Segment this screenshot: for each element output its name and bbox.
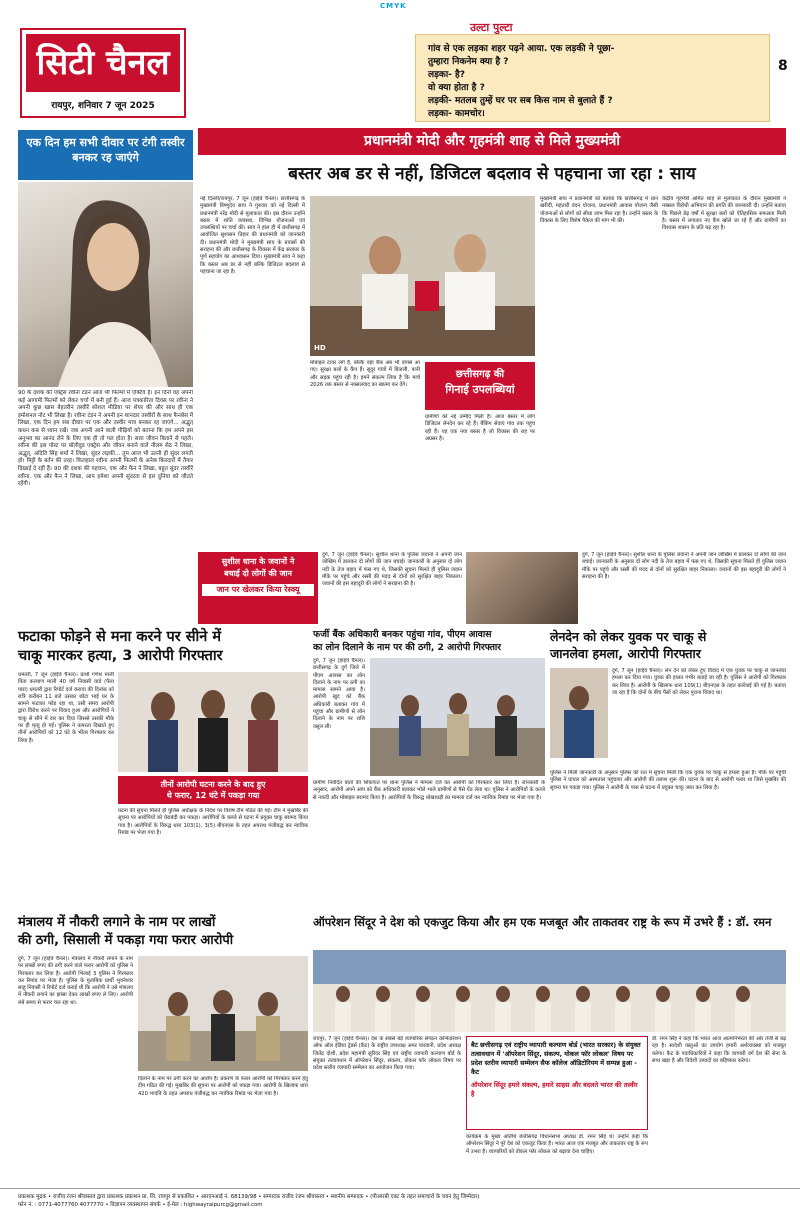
lead-headline: बस्तर अब डर से नहीं, डिजिटल बदलाव से पहचाना जा रहा : साय [288, 164, 696, 184]
story3-headline-2: जानलेवा हमला, आरोपी गिरफ्तार [550, 646, 701, 661]
story4-body-2: दिलाने के नाम पर ठगी करने का आरोप है। प्रकरण के फरार आरोपी को गिरफ्तार करने हेतु टीम गठित की गई। मुखबिर की सूचना पर आरोपी को पकड़ा गया। आरोपी के खिलाफ धारा 420 भादवि के तहत अपराध पंजीबद्ध कर न्यायिक रिमांड पर भेजा गया है। [138, 1076, 308, 1097]
joke-line: वो क्या होता है ? [428, 83, 485, 93]
sushil-kicker [198, 552, 318, 624]
joke-line: तुम्हारा निकनेम क्या है ? [428, 57, 509, 67]
photo-label: HD [314, 344, 326, 352]
story5-headline: ऑपरेशन सिंदूर ने देश को एकजुट किया और हम एक मजबूत और ताकतवर राष्ट्र के रूप में उभरे हैं : डॉ. रमन [313, 915, 772, 929]
story4-headline-2: की ठगी, सिसाली में पकड़ा गया फरार आरोपी [18, 933, 234, 948]
story5-quote-2: ऑपरेशन सिंदूर हमारे संकल्प, हमारे साहस और बदलते भारत की तस्वीर है [471, 1081, 638, 1098]
story3-body: दुर्ग, 7 जून (हाईवे चैनल)। लेन देन को लेकर हुए विवाद में एक युवक पर चाकू से जानलेवा हमला कर दिया गया। युवक की हालत गंभीर बताई जा रही है। पुलिस ने आरोपी को गिरफ्तार कर लिया है। आरोपी के खिलाफ धारा 109(1) बीएनएस के तहत कार्रवाई की गई है। बताया जा रहा है कि दोनों के बीच पैसों को लेकर पुराना विवाद था। [612, 668, 786, 696]
story2-headline [313, 628, 545, 654]
story2-headline-1: फर्जी बैंक अधिकारी बनकर पहुंचा गांव, पीएम आवास [313, 629, 492, 640]
joke-line: लड़की- मतलब तुम्हें घर पर सब किस नाम से बुलाते हैं ? [428, 96, 613, 106]
story5-body-2: कार्यक्रम के मुख्य अतिथि छत्तीसगढ़ विधानसभा अध्यक्ष डॉ. रमन सिंह थे। उन्होंने कहा कि ऑपरेशन सिंदूर ने पूरे देश को एकजुट किया है। भारत आज एक मजबूत और ताकतवर राष्ट्र के रूप में उभरा है। व्यापारियों को वोकल फॉर लोकल को बढ़ावा देना चाहिए। [466, 1134, 648, 1155]
lead-photo [310, 196, 535, 356]
lead-col5: केंद्रीय गृहमंत्री अमित शाह से मुलाकात के दौरान मुख्यमंत्री ने नक्सल विरोधी अभियान की प्रगति की जानकारी दी। उन्होंने बताया कि पिछले डेढ़ वर्षों में सुरक्षा बलों को ऐतिहासिक सफलता मिली है। बस्तर में लगातार नए कैंप खोले जा रहे हैं और ग्रामीणों का विश्वास शासन के प्रति बढ़ रहा है। [662, 196, 786, 232]
story4-headline [18, 914, 308, 950]
story3-body-2: पुलिस ने मिली जानकारी के अनुसार पुलिस को रात में सूचना मिली कि एक युवक पर चाकू से हमला हुआ है। मौके पर पहुंची पुलिस ने घायल को अस्पताल पहुंचाया और आरोपी की तलाश शुरू की। घटना के बाद से आरोपी फरार था जिसे मुखबिर की सूचना पर पकड़ा गया। पुलिस ने आरोपी के पास से घटना में प्रयुक्त चाकू जब्त कर लिया है। [550, 770, 786, 791]
lead-col2: मोबाइल टावर लगे हैं, बल्कि वहां बैंक अब भी वापस आ गए। सुरक्षा बलों के कैंप हैं। सुदूर गांवों में बिजली, पानी और सड़क पहुंच रही है। हमने संकल्प लिया है कि मार्च 2026 तक बस्तर से नक्सलवाद का खात्मा कर देंगे। [310, 360, 420, 388]
conference-stage-photo-icon [313, 950, 786, 1032]
story5-quote: बैट छत्तीसगढ़ एवं राष्ट्रीय व्यापारी कल्याण बोर्ड (भारत सरकार) के संयुक्त तत्वावधान में 'ऑपरेशन सिंदूर, संकल्प, योकल फॉर लोकल' विषय पर प्रदेश स्तरीय व्यापारी सम्मेलन सैफ कॉलेज ऑडिटोरियम में सम्पन्न हुआ - कैट [471, 1041, 641, 1076]
story5-body-3: डॉ. रमन सिंह ने कहा कि भारत आज आत्मनिर्भरता की ओर तेजी से बढ़ रहा है। स्वदेशी वस्तुओं का उपयोग हमारी अर्थव्यवस्था को मजबूत करेगा। कैट के पदाधिकारियों ने कहा कि व्यापारी वर्ग देश की सेना के साथ खड़ा है और विदेशी उत्पादों का बहिष्कार करेगा। [652, 1036, 786, 1064]
story1-body-2: घटना की सूचना मिलते ही पुलिस अधीक्षक के निर्देश पर विशेष टीम गठित की गई। टीम ने मुखबिर की सूचना पर आरोपियों को घेराबंदी कर पकड़ा। आरोपियों के कब्जे से घटना में प्रयुक्त चाकू बरामद किया गया है। आरोपियों के विरुद्ध धारा 103(1), 3(5) बीएनएस के तहत अपराध पंजीबद्ध कर न्यायिक रिमांड पर भेजा गया है। [118, 808, 308, 836]
raveena-body: 90 के दशक की एक्ट्रेस रवीना टंडन आज भी फिल्मों में एक्टिव हैं। इन दिनों वह अपनी कई आगामी फिल्मों को लेकर चर्चा में बनी हुई हैं। आज पत्रकारिता दिवस पर रवीना ने अपनी कुछ खास बेहतरीन तस्वीरें सोशल मीडिया पर शेयर की और साथ ही एक इमोशनल नोट भी लिखा है। रवीना टंडन ने अपनी इन शानदार तस्वीरों के साथ फैनबेस में लिखा, एक दिन हम सब दीवार पर एक और तस्वीर मात्र बनकर रह जाएंगे... अद्भुत् कथन कब से ध्यान रखें। जब अपनी आने वाली पीढ़ियों को बताना कि हम अपने इस अनुभव का आनंद लेने के लिए एक ही तो पल होता है। सारा जीवन बिताने से पहले। रवीना की इस पोस्ट पर बॉलीवुड एक्ट्रेस और जीवन बनाने वाले नीलम सेठ ने लिखा, अद्भुत्, अदिति सिंह शर्मा ने लिखा, सुंदर लड़की... तुम आज भी उतनी ही सुंदर लगती हो। मिट्टी के बर्तन की तरह। फिलहाल रवीना अपनी फिल्मों के अनेक किरदारों में तैयार दिखाई दे रहीं हैं। 90 की दशक की पहचान, एक और फैन ने लिखा, बहुत सुंदर तस्वीरें रवीना, एक और फैन ने लिखा, आप हमेशा अपनी सुंदरता से इस दुनिया को जीतते रहेंगी। [18, 390, 193, 488]
story2-body: दुर्ग, 7 जून (हाईवे चैनल)। छत्तीसगढ़ के दुर्ग जिले में पीएम आवास का लोन दिलाने के नाम पर ठगी का मामला सामने आया है। आरोपी खुद को बैंक अधिकारी बताकर गांव में पहुंचा और ग्रामीणों से लोन दिलाने के नाम पर राशि वसूल ली। [313, 658, 365, 730]
arrested-persons-icon [118, 672, 308, 772]
story1-subhead [118, 776, 308, 804]
banner-text: प्रधानमंत्री मोदी और गृहमंत्री शाह से मिले मुख्यमंत्री [364, 133, 620, 149]
footer [0, 1188, 800, 1225]
joke-line: गांव से एक लड़का शहर पढ़ने आया. एक लड़की ने पूछा- [428, 44, 615, 54]
raveena-headline-box [18, 130, 193, 180]
sushil-kicker-2: बचाई दो लोगों की जान [224, 569, 292, 578]
sushil-body: दुर्ग, 7 जून (हाईवे चैनल)। सुशील थाना के पुलिस जवानों ने अपनी जान जोखिम में डालकर दो लोगों की जान बचाई। जानकारी के अनुसार दो लोग नदी के तेज बहाव में फंस गए थे, जिसकी सूचना मिलते ही पुलिस जवान मौके पर पहुंचे और रस्सी की मदद से दोनों को सुरक्षित बाहर निकाला। जवानों की इस बहादुरी की लोगों ने सराहना की है। [322, 552, 462, 588]
accused-photo-icon [550, 668, 608, 758]
story5-body: रायपुर, 7 जून (हाईवे चैनल)। देश के सबसे बड़े व्यापारिक संगठन कॉन्फेडरेशन ऑफ ऑल इंडिया ट्रेडर्स (कैट) के राष्ट्रीय उपाध्यक्ष अमर पारवानी, प्रदेश अध्यक्ष जितेंद्र दोशी, प्रदेश महामंत्री सुरिंदर सिंह एवं राष्ट्रीय व्यापारी कल्याण बोर्ड के संयुक्त तत्वावधान में ऑपरेशन सिंदूर, संकल्प, वोकल फॉर लोकल विषय पर प्रदेश स्तरीय व्यापारी सम्मेलन का आयोजन किया गया। [313, 1036, 461, 1072]
lead-sidebar-title [425, 362, 535, 410]
lead-col1: नई दिल्ली/रायपुर, 7 जून (हाईवे चैनल)। छत्तीसगढ़ के मुख्यमंत्री विष्णुदेव साय ने गुरुवार को नई दिल्ली में प्रधानमंत्री नरेंद्र मोदी से मुलाकात की। इस दौरान उन्होंने बस्तर में शांति व्यवस्था, विभिन्न योजनाओं एवं उपलब्धियों पर चर्चा की। साय ने हाल ही में छत्तीसगढ़ में आयोजित सुशासन तिहार की प्रधानमंत्री को जानकारी दी। प्रधानमंत्री मोदी ने मुख्यमंत्री साय के प्रयासों की सराहना की और छत्तीसगढ़ के विकास में केंद्र सरकार के पूर्ण सहयोग का आश्वासन दिया। मुख्यमंत्री साय ने कहा कि बस्तर अब डर से नहीं बल्कि डिजिटल बदलाव से पहचाना जा रहा है। [200, 196, 305, 275]
story1-photo [118, 672, 308, 772]
story4-photo [138, 956, 308, 1071]
masthead-box [20, 28, 186, 118]
story4-body: दुर्ग, 7 जून (हाईवे चैनल)। मंत्रालय में नौकरी लगाने के नाम पर लाखों रुपए की ठगी करने वाले फरार आरोपी को पुलिस ने गिरफ्तार कर लिया है। आरोपी भिलाई 3 पुलिस ने गिरफ्तार कर रिमांड पर भेजा है। पुलिस के मुताबिक प्रार्थी भुवनेश्वर साहू निवासी ने रिपोर्ट दर्ज कराई थी कि आरोपी ने उसे मंत्रालय में नौकरी लगाने का झांसा देकर लाखों रुपए ले लिए। आरोपी लंबे समय से फरार चल रहा था। [18, 956, 133, 1006]
story1-headline-2: चाकू मारकर हत्या, 3 आरोपी गिरफ्तार [18, 648, 223, 664]
story1-headline-1: फटाका फोड़ने से मना करने पर सीने में [18, 629, 222, 645]
police-press-photo-icon [370, 658, 545, 776]
story4-headline-1: मंत्रालय में नौकरी लगाने के नाम पर लाखों [18, 915, 216, 930]
story3-photo [550, 668, 608, 758]
sushil-kicker-3: जान पर खेलकर किया रेस्क्यू [202, 584, 314, 596]
masthead-title: सिटी चैनल [26, 34, 180, 92]
story2-body-2: ग्रामीण निवेदित बातों की शिकायत पर थाना पुलिस ने मामला दर्ज कर आरोपी को गिरफ्तार कर लिया है। जानकारी के अनुसार, आरोपी अपने आप को बैंक अधिकारी बताकर भोले भाले ग्रामीणों से पैसे ऐंठ लेता था। पुलिस ने आरोपियों के कब्जे से नकदी और मोबाइल बरामद किया है। आरोपियों के विरुद्ध धोखाधड़ी का मामला दर्ज कर न्यायिक रिमांड पर भेजा गया है। [313, 780, 545, 801]
raveena-portrait-icon [18, 182, 193, 387]
page-number: 8 [778, 58, 788, 74]
sidebar-title-2: गिनाई उपलब्धियां [445, 383, 515, 396]
sushil-kicker-1: सुशील धाना के जवानों ने [221, 557, 295, 566]
story1-body: धमतरी, 7 जून (हाईवे चैनल)। प्रार्थी गणेश माली पिता कल्याण माली 40 वर्ष निवासी वार्ड (पैला पारा) धमतरी द्वारा रिपोर्ट दर्ज कराया की दिनांक को रात्रि करीबन 11 बजे उसका छोटा भाई घर के सामने फटाका फोड़ रहा था, उसी समय आरोपी द्वारा विरोध करने पर विवाद हुआ और आरोपियों ने चाकू से सीने में वार कर दिया जिससे उसकी मौके पर ही मृत्यु हो गई। पुलिस ने तत्परता दिखाते हुए तीनों आरोपियों को 12 घंटे के भीतर गिरफ्तार कर लिया है। [18, 672, 114, 744]
story3-headline-1: लेनदेन को लेकर युवक पर चाकू से [550, 629, 707, 644]
raveena-photo [18, 182, 193, 387]
masthead-dateline: रायपुर, शनिवार 7 जून 2025 [51, 101, 155, 111]
lead-col3: ग्रामीणों को नई उम्मीद मिली है। आज बस्तर में लोग डिजिटल लेनदेन कर रहे हैं। बैंकिंग सेवाएं गांव तक पहुंच रही हैं। यह एक नया बस्तर है जो विकास की राह पर अग्रसर है। [425, 414, 535, 442]
cmyk-tag: CMYK [380, 2, 407, 10]
sushil-body-2: दुर्ग, 7 जून (हाईवे चैनल)। सुशील थाना के पुलिस जवानों ने अपनी जान जोखिम में डालकर दो लोगों की जान बचाई। जानकारी के अनुसार दो लोग नदी के तेज बहाव में फंस गए थे, जिसकी सूचना मिलते ही पुलिस जवान मौके पर पहुंचे और रस्सी की मदद से दोनों को सुरक्षित बाहर निकाला। जवानों की इस बहादुरी की लोगों ने सराहना की है। [582, 552, 786, 580]
banner [198, 128, 786, 155]
story1-subhead-1: तीनों आरोपी घटना करने के बाद हुए [160, 780, 266, 789]
story3-headline [550, 628, 786, 662]
lead-col4: मुख्यमंत्री साय ने प्रधानमंत्री को बताया कि छत्तीसगढ़ में धान खरीदी, महतारी वंदन योजना, प्रधानमंत्री आवास योजना जैसी योजनाओं से लोगों को सीधा लाभ मिल रहा है। उन्होंने बस्तर के विकास के लिए विशेष पैकेज की मांग भी की। [540, 196, 658, 224]
story2-photo [370, 658, 545, 776]
joke-header: उल्टा पुल्टा [470, 21, 513, 34]
story2-headline-2: का लोन दिलाने के नाम पर की ठगी, 2 आरोपी गिरफ्तार [313, 642, 502, 653]
story5-quote-box [466, 1036, 648, 1130]
story1-headline [18, 628, 308, 666]
meeting-photo-icon [310, 196, 535, 356]
sidebar-title-1: छत्तीसगढ़ की [455, 369, 505, 380]
story1-subhead-2: थे फरार, 12 घंटे में पकड़ा गया [166, 791, 260, 800]
joke-box [415, 34, 770, 122]
footer-text-2: फोन नं. : 0771-4077760 4077770 • विज्ञापन व्यवस्थापन संपर्क • ई-मेल : highwayraipurcg@gmail.com [18, 1202, 263, 1208]
joke-line: लड़का- है? [428, 70, 466, 80]
raveena-headline: एक दिन हम सभी दीवार पर टंगी तस्वीर बनकर रह जाएंगे [26, 136, 185, 164]
footer-text: प्रकाशक मुद्रक • राजीव रंजन श्रीवास्तव द्वारा प्रकाशक प्रकाशन प्रा. लि. रायपुर से प्रकाशित • आरएनआई नं. 68139/98 • सम्पादक राजीव रंजन श्रीवास्तव • स्थानीय सम्पादक • (पीआरबी एक्ट के तहत समाचारों के चयन हेतु जिम्मेदार) [18, 1194, 480, 1200]
sushil-photo [466, 552, 578, 624]
joke-line: लड़का- कामचोर। [428, 109, 485, 119]
story5-photo [313, 950, 786, 1032]
police-team-photo-icon [138, 956, 308, 1071]
